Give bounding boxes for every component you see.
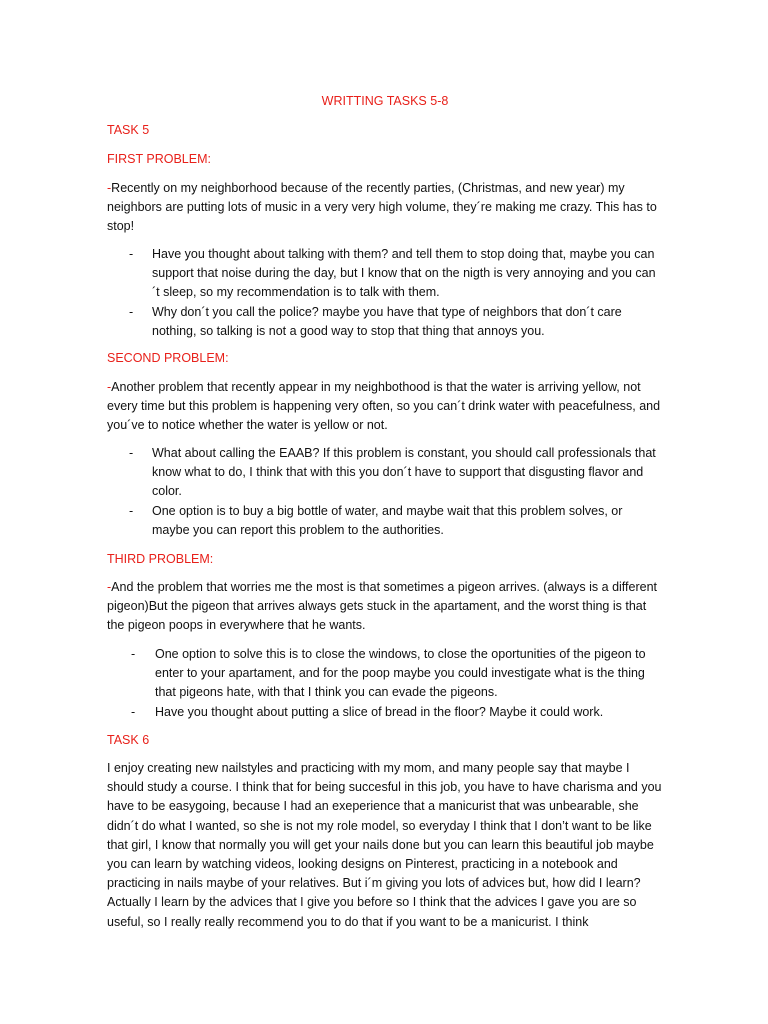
list-item [107,703,663,722]
bullet-dash: - [129,503,134,518]
third-problem-text: And the problem that worries me the most is that sometimes a pigeon arrives. (always is a different pigeon)But the pigeon that arrives always gets stuck in the apartament, and the worst thing is that the pigeon poops in everywhere that he wants. [107,580,658,633]
third-problem-bullet-list [107,645,663,722]
first-problem-paragraph [107,179,663,237]
list-item-text: One option to solve this is to close the windows, to close the oportunities of the pigeon to enter to your apartament, and for the poop maybe you could investigate what is the thing that pigeons hate, with that I think you can evade the pigeons. [155,647,646,700]
bullet-dash: - [131,647,136,661]
third-problem-heading: THIRD PROBLEM: [107,552,214,566]
first-problem-heading: FIRST PROBLEM: [107,152,211,166]
paragraph-dash: - [107,580,112,594]
document-page [107,0,663,1024]
list-item [107,245,663,303]
document-title: WRITTING TASKS 5-8 [321,94,449,108]
list-item [107,502,663,540]
task5-heading: TASK 5 [107,123,150,137]
second-problem-bullet-list [107,444,663,540]
first-problem-text: Recently on my neighborhood because of the recently parties, (Christmas, and new year) my neighbors are putting lots of music in a very very high volume, they´re making me crazy. This has to stop! [107,181,657,234]
bullet-dash: - [129,446,134,460]
list-item-text: What about calling the EAAB? If this problem is constant, you should call professionals that know what to do, I think that with this you don´t have to support that disgusting flavor and color. [152,446,656,499]
list-item [107,645,663,703]
second-problem-heading: SECOND PROBLEM: [107,351,229,365]
list-item-text: Have you thought about talking with them? and tell them to stop doing that, maybe you can support that noise during the day, but I know that on the nigth is very annoying and you can´t sleep, so my recommendation is to talk with them. [152,247,656,300]
paragraph-dash: - [107,380,112,394]
second-problem-paragraph [107,378,663,436]
bullet-dash: - [129,304,134,319]
bullet-dash: - [129,247,134,261]
task6-paragraph: I enjoy creating new nailstyles and practicing with my mom, and many people say that maybe I should study a course. I think that for being succesful in this job, you have to have charisma and you have to be easygoing, because I had an exeperience that a manicurist that was unbearable, she didn´t do what I wanted, so she is not my role model, so everyday I think that I don’t want to be like that girl, I know that normally you will get your nails done but you can learn this beautiful job maybe you can learn by watching videos, looking designs on Pinterest, practicing in a notebook and practicing in nails maybe of your relatives. But i´m giving you lots of advices but, how did I learn? Actually I learn by the advices that I give you before so I think that the advices I gave you are so useful, so I really really recommend you to do that if you want to be a manicurist. I think [107,761,662,929]
first-problem-bullet-list [107,245,663,341]
paragraph-dash: - [107,181,112,195]
list-item [107,444,663,502]
third-problem-paragraph [107,578,663,636]
list-item [107,303,663,341]
list-item-text: Have you thought about putting a slice of bread in the floor? Maybe it could work. [155,704,604,719]
bullet-dash: - [131,704,136,719]
list-item-text: One option is to buy a big bottle of water, and maybe wait that this problem solves, or maybe you can report this problem to the authorities. [152,503,623,537]
task6-heading: TASK 6 [107,733,150,747]
second-problem-text: Another problem that recently appear in my neighbothood is that the water is arriving yellow, not every time but this problem is happening very often, so you can´t drink water with peacefulness, and you´ve to notice whether the water is yellow or not. [107,380,661,433]
list-item-text: Why don´t you call the police? maybe you have that type of neighbors that don´t care nothing, so talking is not a good way to stop that thing that annoys you. [152,304,622,338]
